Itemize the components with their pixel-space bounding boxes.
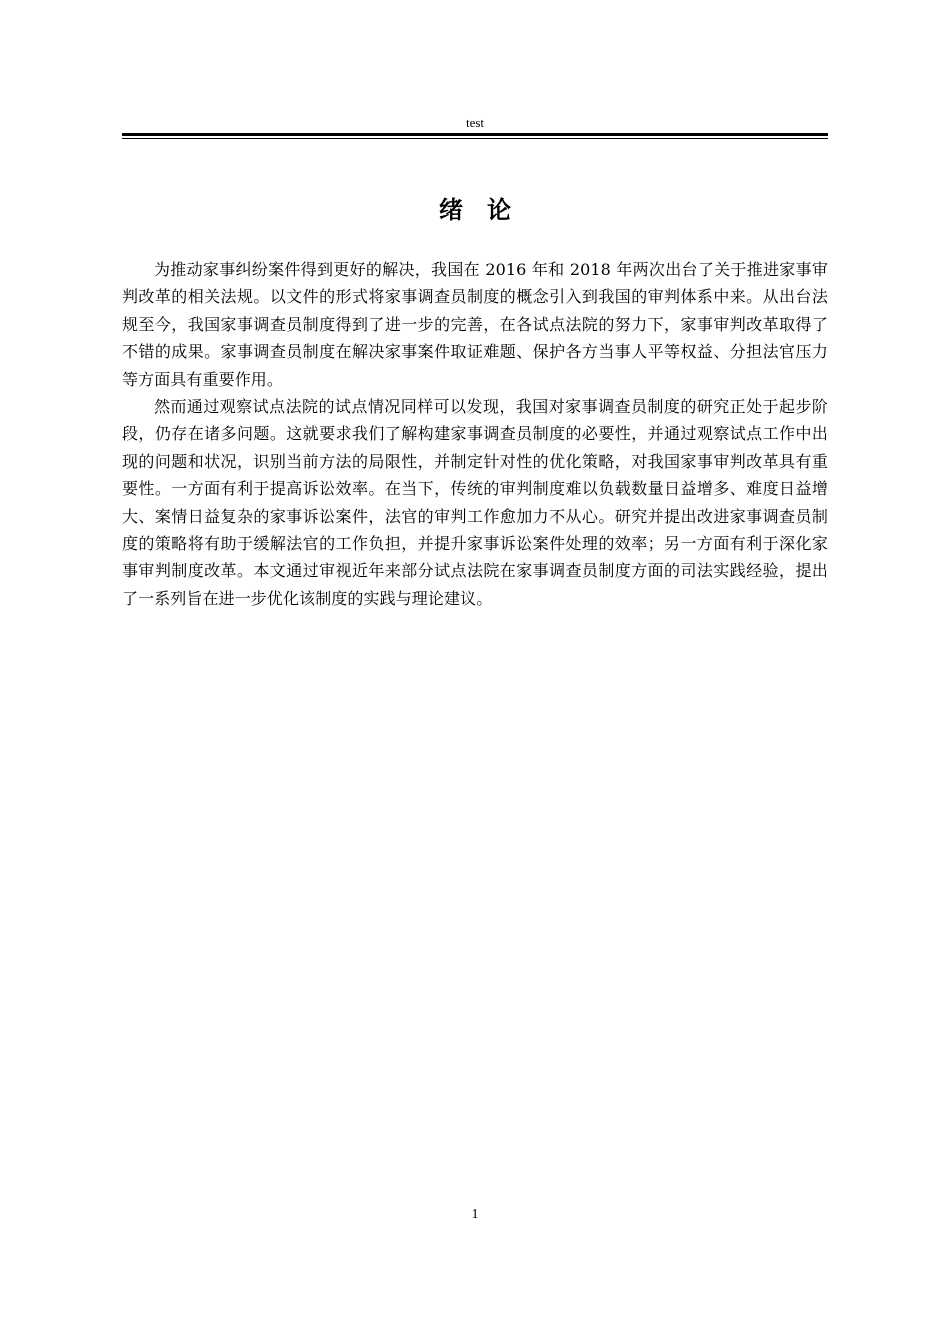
header-rule-thin — [122, 138, 828, 139]
body-text — [122, 256, 828, 612]
header-rule-thick — [122, 133, 828, 136]
chapter-title: 绪 论 — [439, 196, 511, 224]
paragraph-2: 然而通过观察试点法院的试点情况同样可以发现，我国对家事调查员制度的研究正处于起步阶段，仍存在诸多问题。这就要求我们了解构建家事调查员制度的必要性，并通过观察试点工作中出现的问题和状况，识别当前方法的局限性，并制定针对性的优化策略，对我国家事审判改革具有重要性。一方面有利于提高诉讼效率。在当下，传统的审判制度难以负载数量日益增多、难度日益增大、案情日益复杂的家事诉讼案件，法官的审判工作愈加力不从心。研究并提出改进家事调查员制度的策略将有助于缓解法官的工作负担，并提升家事诉讼案件处理的效率；另一方面有利于深化家事审判制度改革。本文通过审视近年来部分试点法院在家事调查员制度方面的司法实践经验，提出了一系列旨在进一步优化该制度的实践与理论建议。 — [122, 397, 828, 608]
paragraph-1: 为推动家事纠纷案件得到更好的解决，我国在 2016 年和 2018 年两次出台了关于推进家事审判改革的相关法规。以文件的形式将家事调查员制度的概念引入到我国的审判体系中来。从出台法规至今，我国家事调查员制度得到了进一步的完善，在各试点法院的努力下，家事审判改革取得了不错的成果。家事调查员制度在解决家事案件取证难题、保护各方当事人平等权益、分担法官压力等方面具有重要作用。 — [122, 260, 828, 389]
page-number: 1 — [471, 1207, 479, 1222]
running-header: test — [465, 115, 485, 130]
